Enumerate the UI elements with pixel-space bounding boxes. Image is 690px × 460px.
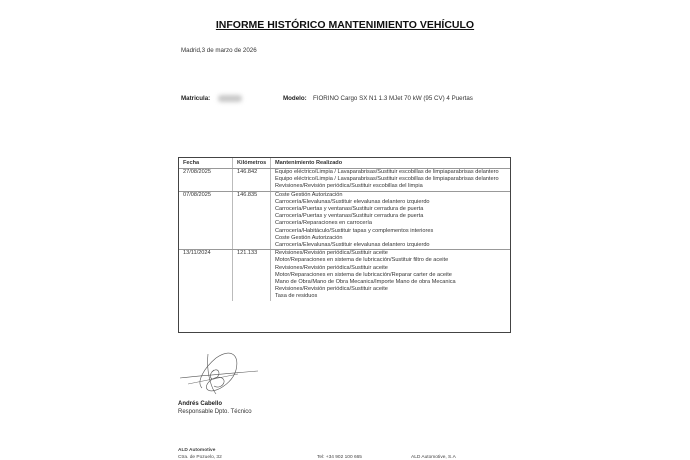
table-header-row xyxy=(179,158,510,169)
maintenance-item: Mano de Obra/Mano de Obra Mecanica/Importe Mano de obra Mecanica xyxy=(275,279,456,286)
signer-name: Andrés Cabello xyxy=(178,401,223,407)
maintenance-item: Carrocería/Puertas y ventanas/Sustituir cerradura de puerta xyxy=(275,213,424,220)
record-maintenance-list xyxy=(271,250,511,301)
plate-label: Matricula: xyxy=(181,95,211,102)
header-km: Kilómetros xyxy=(233,158,271,169)
footer-phone: Tel: +34 902 100 665 xyxy=(317,455,362,460)
record-date: 13/11/2024 xyxy=(179,250,233,301)
maintenance-item: Revisiones/Revisión periódica/Sustituir aceite xyxy=(275,264,388,271)
header-date: Fecha xyxy=(179,158,233,169)
report-title: INFORME HISTÓRICO MANTENIMIENTO VEHÍCULO xyxy=(215,19,475,31)
footer-legal-name: ALD Automotive, S.A xyxy=(411,455,456,460)
maintenance-item: Carrocería/Elevalunas/Sustituir elevalunas delantero izquierdo xyxy=(275,198,430,205)
record-km: 121.133 xyxy=(233,250,271,301)
table-row xyxy=(179,250,510,301)
model-value: FIORINO Cargo SX N1 1.3 MJet 70 kW (95 CV) 4 Puertas xyxy=(313,95,473,102)
header-maintenance: Mantenimiento Realizado xyxy=(271,158,511,169)
maintenance-item: Carrocería/Reparaciones en carrocería xyxy=(275,220,373,227)
maintenance-item: Equipo eléctrico/Limpia / Lavaparabrisas/Sustituir escobillas de limpiaparabrisas delantero xyxy=(275,176,499,183)
footer-address: Ctra. de Pozuelo, 32 xyxy=(178,455,222,460)
maintenance-item: Carrocería/Elevalunas/Sustituir elevalunas delantero izquierdo xyxy=(275,242,430,249)
record-maintenance-list xyxy=(271,169,511,192)
maintenance-item: Motor/Reparaciones en sistema de lubricación/Sustituir filtro de aceite xyxy=(275,257,449,264)
maintenance-item: Revisiones/Revisión periódica/Sustituir aceite xyxy=(275,286,388,293)
maintenance-item: Revisiones/Revisión periódica/Sustituir escobillas del limpia xyxy=(275,183,423,190)
footer-company: ALD Automotive xyxy=(178,448,216,453)
signature-image xyxy=(178,344,260,400)
maintenance-item: Carrocería/Habitáculo/Sustituir tapas y complementos interiores xyxy=(275,227,434,234)
maintenance-item: Coste Gestión Autorización xyxy=(275,234,343,241)
maintenance-table xyxy=(178,157,511,333)
maintenance-item: Tasa de residuos xyxy=(275,293,318,300)
maintenance-item: Coste Gestión Autorización xyxy=(275,191,343,198)
plate-value-redacted xyxy=(218,95,242,102)
maintenance-item: Motor/Reparaciones en sistema de lubricación/Reparar carter de aceite xyxy=(275,271,452,278)
maintenance-item: Equipo eléctrico/Limpia / Lavaparabrisas/Sustituir escobillas de limpiaparabrisas delantero xyxy=(275,169,499,175)
model-label: Modelo: xyxy=(283,95,307,102)
table-row xyxy=(179,169,510,192)
signer-role: Responsable Dpto. Técnico xyxy=(178,409,252,415)
record-maintenance-list xyxy=(271,191,511,250)
report-date: Madrid,3 de marzo de 2026 xyxy=(181,47,257,54)
maintenance-item: Revisiones/Revisión periódica/Sustituir aceite xyxy=(275,250,388,257)
record-km: 146.842 xyxy=(233,169,271,192)
maintenance-item: Carrocería/Puertas y ventanas/Sustituir cerradura de puerta xyxy=(275,206,424,213)
record-date: 07/08/2025 xyxy=(179,191,233,250)
record-date: 27/08/2025 xyxy=(179,169,233,192)
table-row xyxy=(179,191,510,250)
record-km: 146.835 xyxy=(233,191,271,250)
